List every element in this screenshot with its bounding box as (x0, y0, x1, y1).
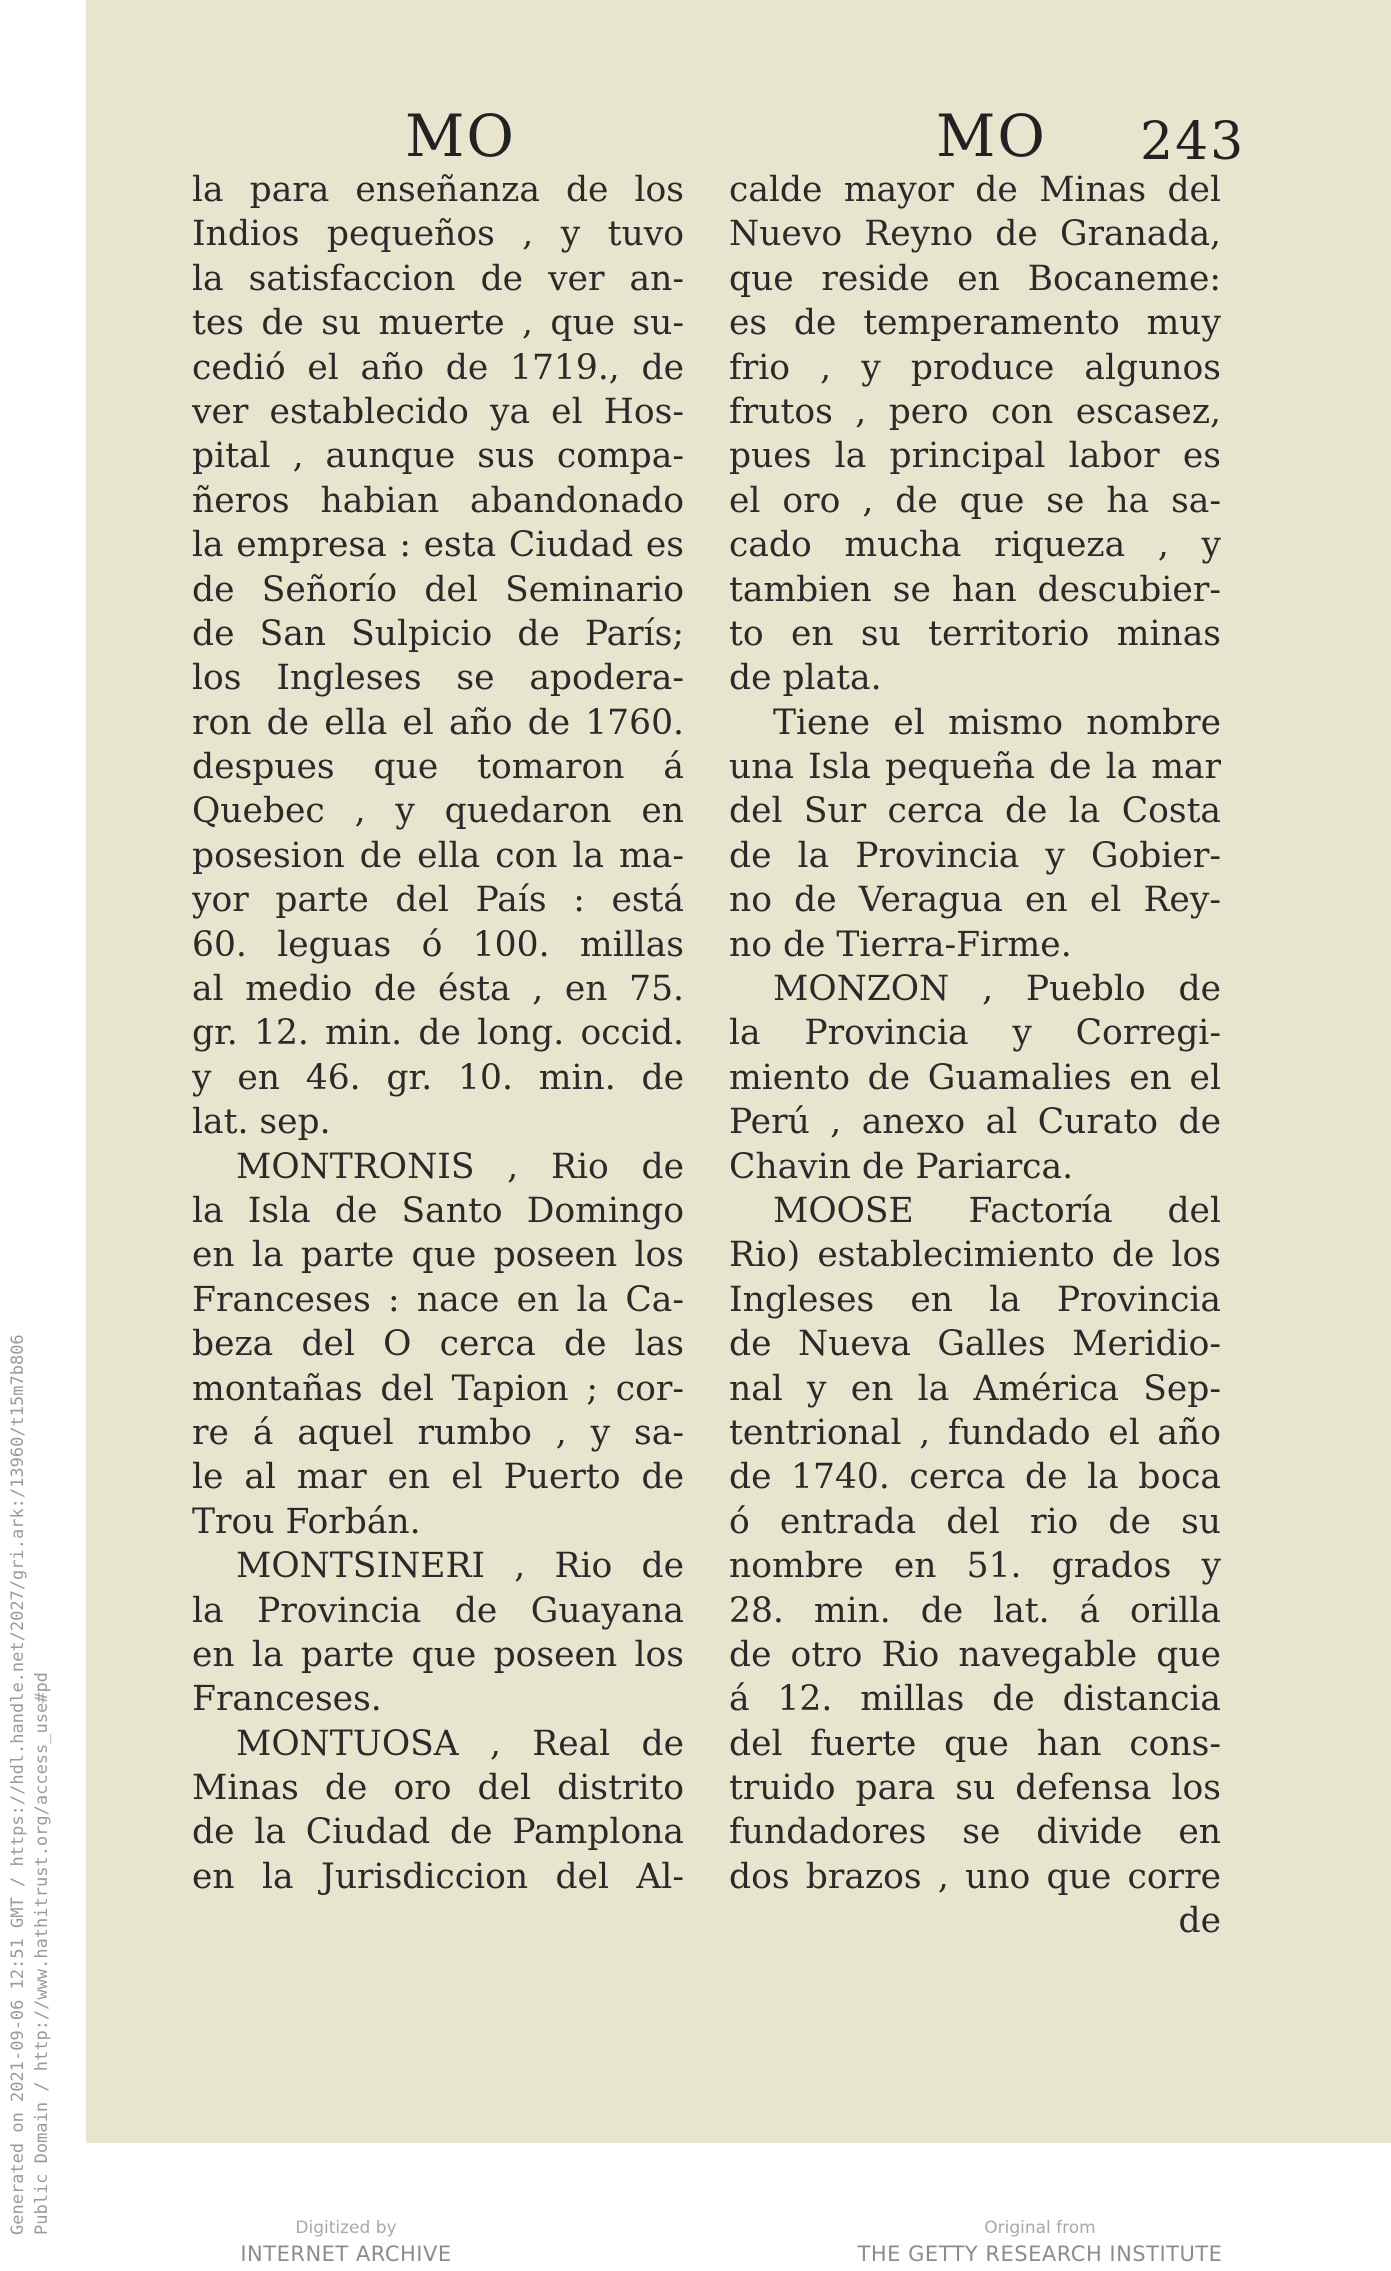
text-line: 28. min. de lat. á orilla (729, 1590, 1221, 1631)
text-line: la empresa : esta Ciudad es (192, 525, 684, 566)
text-line: de San Sulpicio de París; (192, 613, 684, 654)
text-line: MOOSE Factoría del (773, 1190, 1221, 1231)
text-line: frutos , pero con escasez, (729, 391, 1221, 432)
text-line: del Sur cerca de la Costa (729, 791, 1221, 832)
text-line: de (1178, 1901, 1221, 1942)
text-line: en la parte que poseen los (192, 1634, 684, 1675)
text-line: la Provincia de Guayana (192, 1590, 684, 1631)
text-line: beza del O cerca de las (192, 1324, 684, 1365)
text-line: ó entrada del rio de su (729, 1501, 1221, 1542)
text-line: dos brazos , uno que corre (729, 1856, 1221, 1897)
text-line: MONTRONIS , Rio de (236, 1146, 684, 1187)
text-line: la para enseñanza de los (192, 170, 684, 210)
footer-internet-archive: INTERNET ARCHIVE (240, 2242, 452, 2266)
text-line: MONTUOSA , Real de (236, 1723, 684, 1764)
text-line: Perú , anexo al Curato de (729, 1102, 1221, 1143)
watermark-line-generated: Generated on 2021-09-06 12:51 GMT / https://hdl.handle.net/2027/gri.ark:/13960/t15m7b806 (8, 1334, 28, 2235)
text-line: no de Veragua en el Rey- (729, 880, 1221, 921)
text-line: Ingleses en la Provincia (729, 1279, 1221, 1320)
text-line: los Ingleses se apodera- (192, 658, 684, 699)
text-line: Tiene el mismo nombre (773, 702, 1221, 743)
text-line: en la parte que poseen los (192, 1235, 684, 1276)
text-line: Franceses. (192, 1679, 382, 1720)
text-line: le al mar en el Puerto de (192, 1457, 684, 1498)
text-line: en la Jurisdiccion del Al- (192, 1856, 684, 1897)
watermark-line-rights: Public Domain / http://www.hathitrust.org/access_use#pd (32, 1672, 52, 2235)
text-line: montañas del Tapion ; cor- (192, 1368, 684, 1409)
text-line: de Señorío del Seminario (192, 569, 684, 610)
text-line: cado mucha riqueza , y (729, 525, 1221, 566)
text-line: Nuevo Reyno de Granada, (729, 214, 1221, 255)
text-line: re á aquel rumbo , y sa- (192, 1412, 684, 1453)
text-line: del fuerte que han cons- (729, 1723, 1221, 1764)
text-line: pital , aunque sus compa- (192, 436, 684, 477)
text-line: y en 46. gr. 10. min. de (192, 1057, 684, 1098)
text-line: 60. leguas ó 100. millas (192, 924, 684, 965)
text-line: cedió el año de 1719., de (192, 347, 684, 388)
text-line: una Isla pequeña de la mar (729, 747, 1221, 788)
text-line: nombre en 51. grados y (729, 1546, 1221, 1587)
text-line: tentrional , fundado el año (729, 1412, 1221, 1453)
text-line: al medio de ésta , en 75. (192, 969, 684, 1010)
text-line: Minas de oro del distrito (192, 1768, 684, 1809)
text-line: de la Provincia y Gobier- (729, 835, 1221, 876)
text-line: pues la principal labor es (729, 436, 1221, 477)
text-line: que reside en Bocaneme: (729, 258, 1221, 299)
text-line: tes de su muerte , que su- (192, 303, 684, 344)
text-line: fundadores se divide en (729, 1812, 1221, 1853)
text-line: nal y en la América Sep- (729, 1368, 1221, 1409)
page-number: 243 (1140, 112, 1246, 172)
text-line: Chavin de Pariarca. (729, 1146, 1074, 1187)
text-line: despues que tomaron á (192, 747, 684, 788)
text-line: la Isla de Santo Domingo (192, 1190, 684, 1231)
text-line: MONTSINERI , Rio de (236, 1546, 684, 1587)
footer-digitized-label: Digitized by (295, 2218, 397, 2238)
text-line: de plata. (729, 658, 882, 699)
text-line: la Provincia y Corregi- (729, 1013, 1221, 1054)
text-line: gr. 12. min. de long. occid. (192, 1013, 684, 1054)
text-line: de la Ciudad de Pamplona (192, 1812, 684, 1853)
text-line: de otro Rio navegable que (729, 1634, 1221, 1675)
text-line: to en su territorio minas (729, 613, 1221, 654)
text-line: Franceses : nace en la Ca- (192, 1279, 684, 1320)
text-line: Quebec , y quedaron en (192, 791, 684, 832)
footer-getty: THE GETTY RESEARCH INSTITUTE (857, 2242, 1223, 2266)
text-column-left (192, 168, 684, 1899)
text-line: posesion de ella con la ma- (192, 835, 684, 876)
running-head-right: MO (936, 102, 1047, 170)
text-line: lat. sep. (192, 1102, 331, 1143)
text-line: tambien se han descubier- (729, 569, 1221, 610)
text-line: yor parte del País : está (192, 880, 684, 921)
text-line: Indios pequeños , y tuvo (192, 214, 684, 255)
text-line: no de Tierra-Firme. (729, 924, 1072, 965)
text-column-right (729, 168, 1221, 1944)
text-line: truido para su defensa los (729, 1768, 1221, 1809)
footer-original-label: Original from (984, 2218, 1096, 2238)
text-line: á 12. millas de distancia (729, 1679, 1221, 1720)
text-line: el oro , de que se ha sa- (729, 480, 1221, 521)
text-line: ron de ella el año de 1760. (192, 702, 684, 743)
text-line: de Nueva Galles Meridio- (729, 1324, 1221, 1365)
text-line: ñeros habian abandonado (192, 480, 684, 521)
text-line: de 1740. cerca de la boca (729, 1457, 1221, 1498)
text-line: frio , y produce algunos (729, 347, 1221, 388)
text-line: Trou Forbán. (192, 1501, 421, 1542)
text-line: miento de Guamalies en el (729, 1057, 1221, 1098)
running-head-left: MO (405, 102, 516, 170)
text-line: MONZON , Pueblo de (773, 969, 1221, 1010)
hathitrust-watermark (6, 1334, 54, 2235)
text-line: ver establecido ya el Hos- (192, 391, 684, 432)
text-line: Rio) establecimiento de los (729, 1235, 1221, 1276)
text-line: es de temperamento muy (729, 303, 1221, 344)
text-line: calde mayor de Minas del (729, 170, 1221, 210)
text-line: la satisfaccion de ver an- (192, 258, 684, 299)
